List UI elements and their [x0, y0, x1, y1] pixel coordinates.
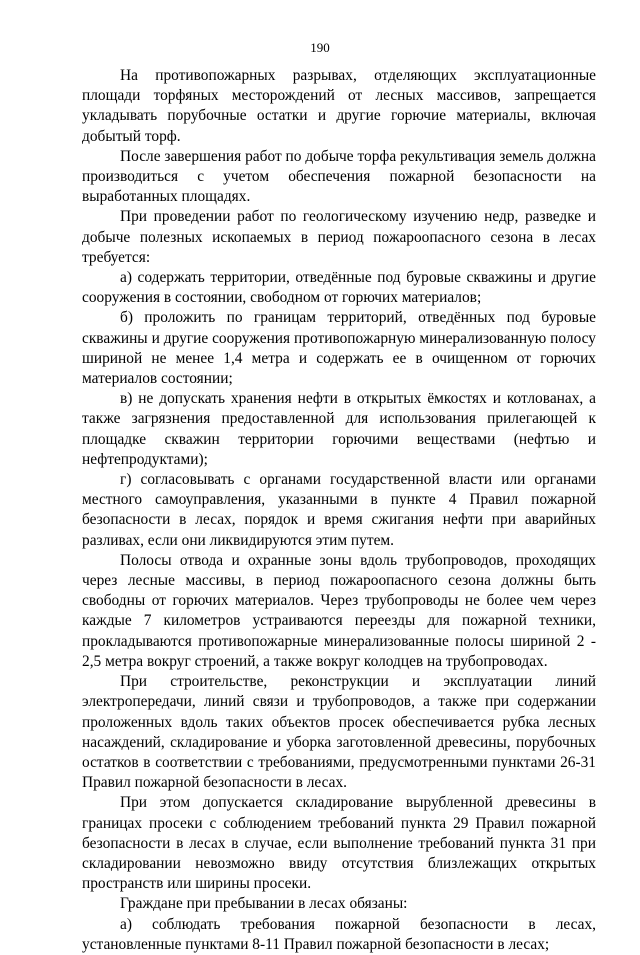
page-number: 190 — [310, 40, 330, 55]
paragraph-geology-requirements: При проведении работ по геологическому изучению недр, разведке и добыче полезных ископаемых в период пожароопасного сезона в лесах требуется: — [82, 208, 596, 266]
paragraph-power-lines: При строительстве, реконструкции и эксплуатации линий электропередачи, линий связи и трубопроводов, а также при содержании проложенных вдоль таких объектов просек обеспечивается рубка лесных насаждений, складирование и уборка заготовленной древесины, порубочных остатков в соответствии с требованиями, предусмотренными пунктами 26-31 Правил пожарной безопасности в лесах. — [82, 673, 596, 792]
list-item-a-territories: а) содержать территории, отведённые под буровые скважины и другие сооружения в состоянии, свободном от горючих материалов; — [82, 269, 596, 307]
list-item-b-mineralized-strip: б) проложить по границам территорий, отведённых под буровые скважины и другие сооружения противопожарную минерализованную полосу шириной не менее 1,4 метра и содержать ее в очищенном от горючих материалов состоянии; — [82, 309, 596, 388]
document-body — [82, 66, 596, 955]
paragraph-citizens-obliged: Граждане при пребывании в лесах обязаны: — [120, 895, 408, 913]
paragraph-peat-recultivation: После завершения работ по добыче торфа рекультивация земель должна производиться с учетом обеспечения пожарной безопасности на выработанных площадях. — [82, 147, 596, 206]
list-item-d-oil-burning: г) согласовывать с органами государственной власти или органами местного самоуправления, указанными в пункте 4 Правил пожарной безопасности в лесах, порядок и время сжигания нефти при аварийных разливах, если они ликвидируются этим путем. — [82, 471, 596, 549]
list-item-a-citizens: а) соблюдать требования пожарной безопасности в лесах, установленные пунктами 8-11 Правил пожарной безопасности в лесах; — [82, 915, 596, 953]
list-item-c-oil-storage: в) не допускать хранения нефти в открытых ёмкостях и котлованах, а также загрязнения предоставленной для использования прилегающей к площадке скважин территории горючими веществами (нефтью и нефтепродуктами); — [82, 390, 596, 468]
paragraph-clearing-storage: При этом допускается складирование вырубленной древесины в границах просеки с соблюдением требований пункта 29 Правил пожарной безопасности в лесах в случае, если выполнение требований пункта 31 при складировании невозможно ввиду отсутствия близлежащих открытых пространств или ширины просеки. — [82, 794, 596, 893]
paragraph-pipelines: Полосы отвода и охранные зоны вдоль трубопроводов, проходящих через лесные массивы, в период пожароопасного сезона должны быть свободны от горючих материалов. Через трубопроводы не более чем через каждые 7 километров устраиваются переезды для пожарной техники, прокладываются противопожарные минерализованные полосы шириной 2 - 2,5 метра вокруг строений, а также вокруг колодцев на трубопроводах. — [82, 551, 596, 670]
paragraph-peat-firebreaks: На противопожарных разрывах, отделяющих эксплуатационные площади торфяных месторождений от лесных массивов, запрещается укладывать порубочные остатки и другие горючие материалы, включая добытый торф. — [82, 67, 596, 145]
